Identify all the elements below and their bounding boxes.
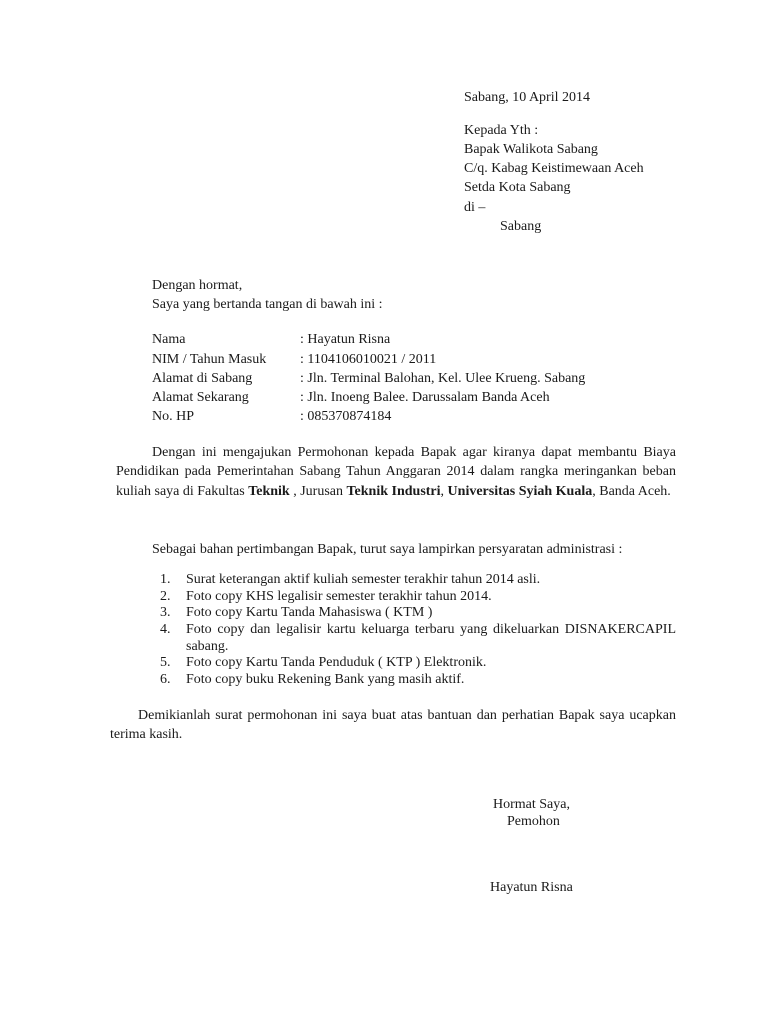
attachments-intro: Sebagai bahan pertimbangan Bapak, turut saya lampirkan persyaratan administrasi : — [152, 542, 623, 557]
identity-label: NIM / Tahun Masuk — [152, 352, 267, 367]
identity-value: : Jln. Terminal Balohan, Kel. Ulee Krueng. Sabang — [300, 371, 586, 386]
recipient-line: Bapak Walikota Sabang — [464, 142, 598, 157]
closing-paragraph: Demikianlah surat permohonan ini saya buat atas bantuan dan perhatian Bapak saya ucapkan terima kasih. — [110, 708, 676, 743]
greeting: Dengan hormat, — [152, 278, 243, 293]
signature-salutation: Hormat Saya, — [493, 797, 570, 812]
paragraph-text: , Jurusan — [289, 483, 347, 499]
recipient-line: Sabang — [500, 219, 542, 234]
request-paragraph — [116, 443, 676, 501]
identity-label: No. HP — [152, 409, 195, 424]
signature-role: Pemohon — [507, 814, 560, 829]
recipient-line: Setda Kota Sabang — [464, 180, 571, 195]
recipient-line: Kepada Yth : — [464, 123, 539, 138]
faculty-name: Teknik — [248, 483, 290, 499]
intro-text: Saya yang bertanda tangan di bawah ini : — [152, 297, 383, 312]
identity-value: : Jln. Inoeng Balee. Darussalam Banda Aceh — [300, 390, 550, 405]
university-name: Universitas Syiah Kuala — [447, 483, 593, 499]
list-number: 4. — [160, 622, 171, 637]
identity-value: : 1104106010021 / 2011 — [300, 352, 437, 367]
identity-label: Alamat Sekarang — [152, 390, 249, 405]
letter-date: Sabang, 10 April 2014 — [464, 90, 590, 105]
list-text: Foto copy Kartu Tanda Penduduk ( KTP ) Elektronik. — [186, 655, 487, 670]
list-text: Foto copy Kartu Tanda Mahasiswa ( KTM ) — [186, 605, 433, 620]
paragraph-text: Dengan ini mengajukan Permohonan kepada Bapak agar kiranya dapat membantu Biaya Pendidikan pada Pemerintahan Sabang Tahun Anggaran 2014 dalam rangka meringankan beban kuliah saya di Fakultas — [116, 445, 676, 499]
signature-name: Hayatun Risna — [490, 880, 573, 895]
identity-value: : Hayatun Risna — [300, 332, 391, 347]
identity-value: : 085370874184 — [300, 409, 392, 424]
list-number: 6. — [160, 672, 171, 687]
department-name: Teknik Industri — [346, 483, 441, 499]
identity-label: Alamat di Sabang — [152, 371, 253, 386]
paragraph-text: , Banda Aceh. — [592, 483, 671, 499]
list-text: Foto copy buku Rekening Bank yang masih aktif. — [186, 672, 465, 687]
recipient-line: di – — [464, 200, 486, 215]
identity-label: Nama — [152, 332, 186, 347]
recipient-line: C/q. Kabag Keistimewaan Aceh — [464, 161, 644, 176]
list-number: 3. — [160, 605, 171, 620]
list-number: 2. — [160, 589, 171, 604]
list-text: Surat keterangan aktif kuliah semester terakhir tahun 2014 asli. — [186, 572, 541, 587]
list-number: 5. — [160, 655, 171, 670]
paragraph-text: , — [440, 483, 448, 499]
list-text: Foto copy dan legalisir kartu keluarga terbaru yang dikeluarkan DISNAKERCAPIL sabang. — [186, 622, 676, 654]
list-text: Foto copy KHS legalisir semester terakhir tahun 2014. — [186, 589, 492, 604]
list-number: 1. — [160, 572, 171, 587]
